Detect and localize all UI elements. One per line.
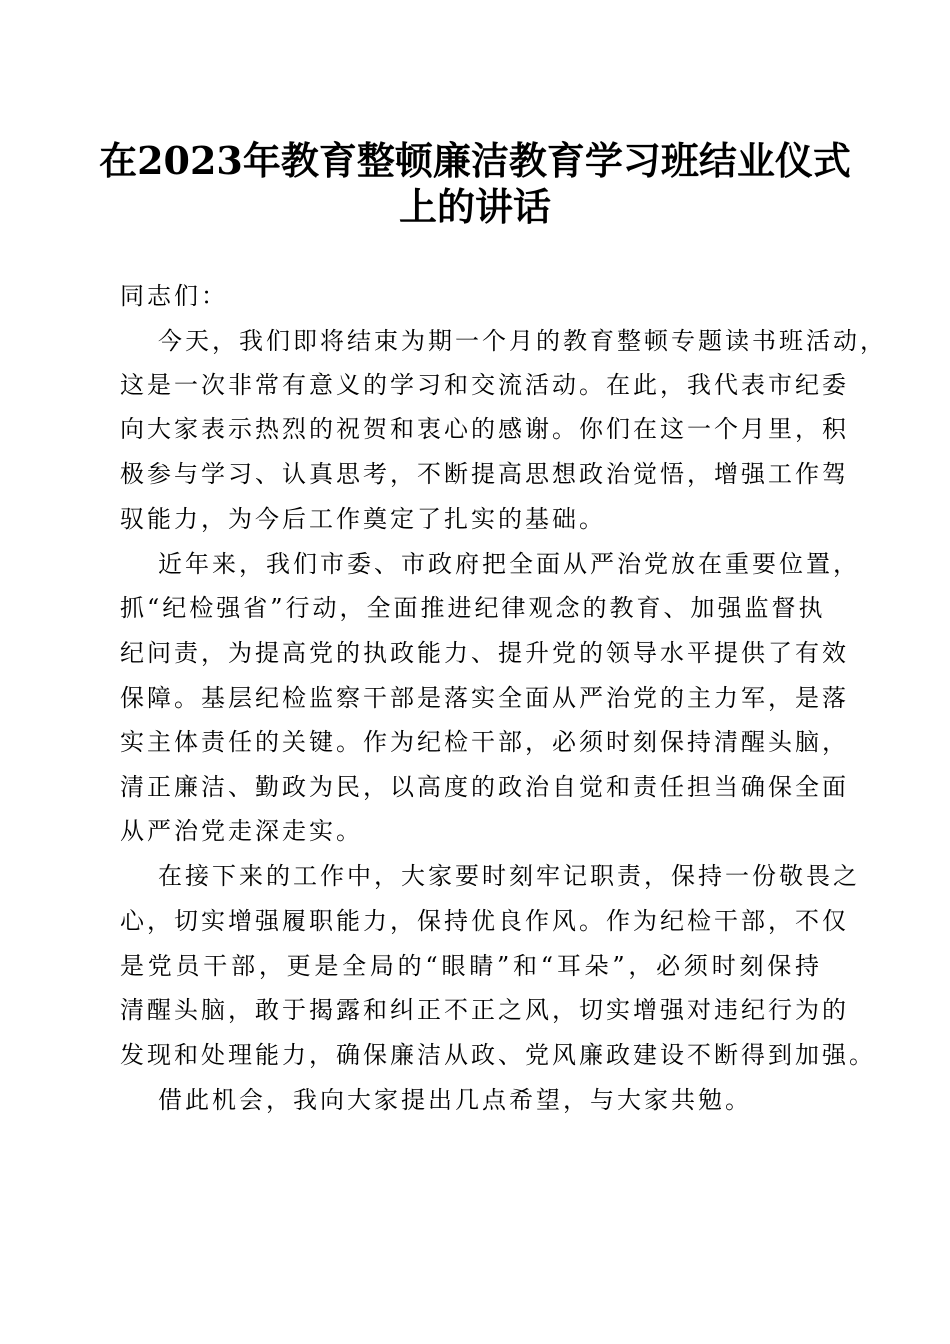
salutation: 同志们： xyxy=(120,282,228,310)
paragraph-3-line-1: 在接下来的工作中，大家要时刻牢记职责，保持一份敬畏之 xyxy=(158,862,860,890)
paragraph-2-line-6: 清正廉洁、勤政为民，以高度的政治自觉和责任担当确保全面 xyxy=(120,773,849,801)
paragraph-3-line-4: 清醒头脑，敢于揭露和纠正不正之风，切实增强对违纪行为的 xyxy=(120,996,849,1024)
paragraph-3-line-3: 是党员干部，更是全局的“眼睛”和“耳朵”，必须时刻保持 xyxy=(120,952,822,980)
paragraph-4-line-1: 借此机会，我向大家提出几点希望，与大家共勉。 xyxy=(158,1086,752,1114)
document-title-line-2: 上的讲话 xyxy=(398,184,551,229)
paragraph-2-line-5: 实主体责任的关键。作为纪检干部，必须时刻保持清醒头脑， xyxy=(120,728,849,756)
paragraph-2-line-1: 近年来，我们市委、市政府把全面从严治党放在重要位置， xyxy=(158,550,860,578)
paragraph-3-line-5: 发现和处理能力，确保廉洁从政、党风廉政建设不断得到加强。 xyxy=(120,1041,876,1069)
paragraph-2-line-2: 抓“纪检强省”行动，全面推进纪律观念的教育、加强监督执 xyxy=(120,594,826,622)
paragraph-2-line-4: 保障。基层纪检监察干部是落实全面从严治党的主力军，是落 xyxy=(120,684,849,712)
document-title-line-1: 在2023年教育整顿廉洁教育学习班结业仪式 xyxy=(99,138,851,183)
paragraph-1-line-4: 极参与学习、认真思考，不断提高思想政治觉悟，增强工作驾 xyxy=(120,460,849,488)
paragraph-1-line-5: 驭能力，为今后工作奠定了扎实的基础。 xyxy=(120,505,606,533)
paragraph-2-line-3: 纪问责，为提高党的执政能力、提升党的领导水平提供了有效 xyxy=(120,639,849,667)
paragraph-2-line-7: 从严治党走深走实。 xyxy=(120,817,363,845)
paragraph-1-line-2: 这是一次非常有意义的学习和交流活动。在此，我代表市纪委 xyxy=(120,371,849,399)
paragraph-1-line-1: 今天，我们即将结束为期一个月的教育整顿专题读书班活动， xyxy=(158,327,887,355)
paragraph-1-line-3: 向大家表示热烈的祝贺和衷心的感谢。你们在这一个月里，积 xyxy=(120,415,849,443)
paragraph-3-line-2: 心，切实增强履职能力，保持优良作风。作为纪检干部，不仅 xyxy=(120,907,849,935)
